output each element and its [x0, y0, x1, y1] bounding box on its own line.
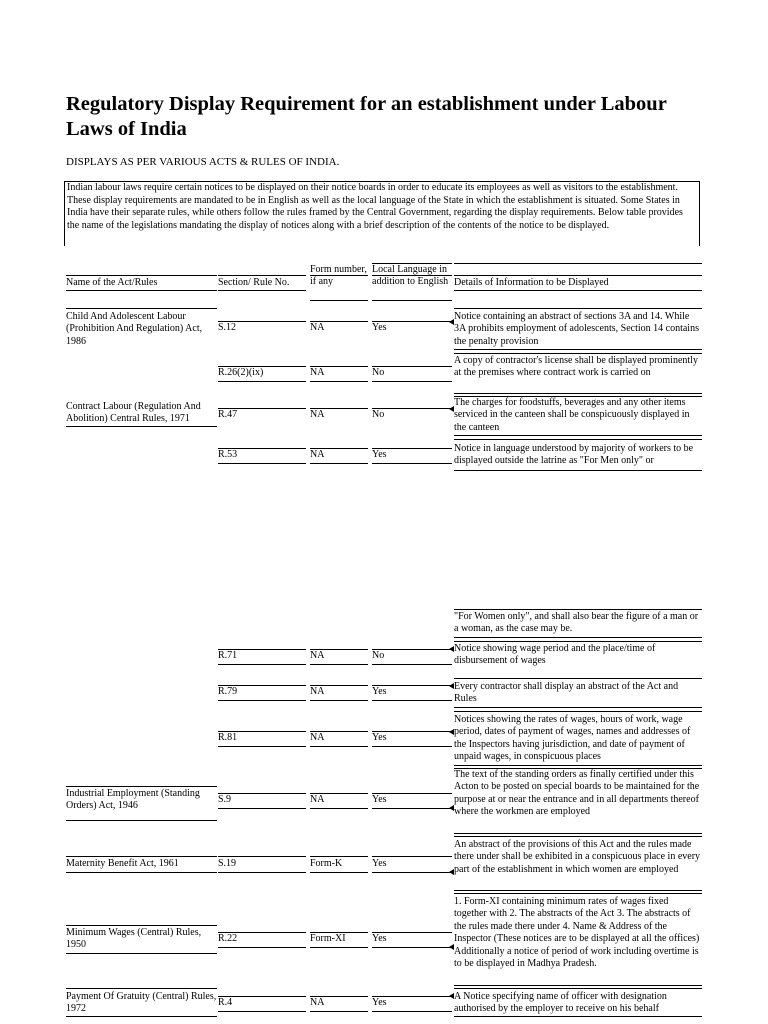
table-row-rule: [372, 856, 452, 857]
table-row-act: Child And Adolescent Labour (Prohibition And Regulation) Act, 1986: [66, 311, 203, 347]
table-row-form: NA: [310, 409, 325, 420]
table-row-rule: [372, 664, 452, 665]
table-row-details: Notice showing wage period and the place/time of disbursement of wages: [454, 643, 656, 667]
table-row-section: R.53: [218, 449, 238, 460]
page-title: Regulatory Display Requirement for an establishment under Labour Laws of India: [66, 93, 667, 140]
header-rule: [310, 275, 368, 276]
table-row-rule: [66, 925, 217, 926]
table-row-details: The charges for foodstuffs, beverages and any other items serviced in the canteen shall be conspicuously displayed in the canteen: [454, 397, 690, 433]
table-row-section: R.4: [218, 997, 233, 1008]
table-row-rule: [310, 872, 368, 873]
table-row-form: NA: [310, 650, 325, 661]
table-row-local: Yes: [372, 686, 387, 697]
header-form: Form number, if any: [310, 264, 367, 288]
table-row-rule: [454, 707, 702, 708]
table-row-details: Notices showing the rates of wages, hours of work, wage period, dates of payment of wages, names and addresses of the Inspectors having jurisdiction, and date of payment of unpaid wages, in conspicuous places: [454, 714, 691, 763]
table-row-form: NA: [310, 367, 325, 378]
table-row-rule: [454, 439, 702, 440]
table-row-local: Yes: [372, 933, 387, 944]
table-row-rule: [454, 641, 702, 642]
table-row-rule: [218, 808, 306, 809]
table-row-local: Yes: [372, 794, 387, 805]
table-row-rule: [218, 856, 306, 857]
table-row-local: No: [372, 409, 385, 420]
table-row-section: R.81: [218, 732, 238, 743]
table-row-details: "For Women only", and shall also bear the figure of a man or a woman, as the case may be.: [454, 611, 699, 635]
table-row-details: Every contractor shall display an abstract of the Act and Rules: [454, 681, 679, 705]
page-subtitle: DISPLAYS AS PER VARIOUS ACTS & RULES OF INDIA.: [66, 156, 340, 168]
intro-paragraph: Indian labour laws require certain notices to be displayed on their notice boards in order to educate its employees as well as visitors to the establishment. These display requirements are mandated to be in English as well as the local language of the State in which the establishment is situated. Some States in India have their separate rules, while others follow the rules framed by the Central Government, regarding the display requirements. Below table provides the name of the legislations mandating the display of notices along with a brief description of the contents of the notice to be displayed.: [64, 181, 700, 246]
table-row-act: Industrial Employment (Standing Orders) Act, 1946: [66, 788, 200, 812]
table-row-rule: [372, 1011, 452, 1012]
table-row-rule: [310, 463, 368, 464]
table-row-section: R.79: [218, 686, 238, 697]
table-row-rule: [372, 746, 452, 747]
table-row-rule: [310, 746, 368, 747]
table-row-rule: [310, 381, 368, 382]
table-row-details: Notice containing an abstract of sections 3A and 14. While 3A prohibits employment of adolescents, Section 14 contains the penalty provision: [454, 311, 699, 347]
row-arrow-icon: [449, 683, 454, 689]
header-bottom-rule: [372, 300, 452, 301]
table-row-rule: [454, 435, 702, 436]
table-row-rule: [454, 349, 702, 350]
table-row-rule: [454, 833, 702, 834]
header-details: Details of Information to be Displayed: [454, 277, 609, 288]
table-row-section: R.26(2)(ix): [218, 367, 264, 378]
table-row-rule: [454, 470, 702, 471]
row-arrow-icon: [449, 729, 454, 735]
row-arrow-icon: [449, 805, 454, 811]
table-row-rule: [310, 947, 368, 948]
table-row-rule: [454, 836, 702, 837]
table-row-form: NA: [310, 449, 325, 460]
table-row-rule: [454, 353, 702, 354]
table-row-rule: [454, 609, 702, 610]
header-rule: [66, 275, 217, 276]
table-row-rule: [310, 700, 368, 701]
table-row-section: S.9: [218, 794, 232, 805]
table-row-details: The text of the standing orders as finally certified under this Acton to be posted on special boards to be maintained for the purpose at or near the entrance and in all departments thereof where the workmen are employed: [454, 769, 700, 818]
table-row-rule: [66, 856, 217, 857]
table-row-local: Yes: [372, 732, 387, 743]
table-row-section: S.19: [218, 858, 237, 869]
table-row-rule: [218, 947, 306, 948]
table-row-rule: [218, 463, 306, 464]
table-row-form: Form-K: [310, 858, 343, 869]
header-local-language: Local Language in addition to English: [372, 264, 449, 288]
table-row-act: Minimum Wages (Central) Rules, 1950: [66, 927, 202, 951]
table-row-act: Contract Labour (Regulation And Abolition) Central Rules, 1971: [66, 401, 201, 425]
table-row-form: NA: [310, 732, 325, 743]
table-row-details: Notice in language understood by majority of workers to be displayed outside the latrine as "For Men only" or: [454, 443, 694, 467]
table-row-rule: [310, 856, 368, 857]
table-row-rule: [372, 947, 452, 948]
table-row-act: Maternity Benefit Act, 1961: [66, 858, 179, 869]
header-bottom-rule: [454, 290, 702, 291]
header-bottom-rule: [66, 290, 217, 291]
table-row-form: NA: [310, 322, 325, 333]
table-row-details: 1. Form-XI containing minimum rates of wages fixed together with 2. The abstracts of the Act 3. The abstracts of the rules made there under 4. Name & Address of the Inspector (These notices are to be displayed at all the offices) Additionally a notice of period of work including overtime is to be displayed in Madhya Pradesh.: [454, 896, 700, 970]
table-row-rule: [372, 808, 452, 809]
table-row-rule: [66, 308, 217, 309]
table-row-rule: [218, 746, 306, 747]
table-row-rule: [454, 765, 702, 766]
table-row-rule: [372, 700, 452, 701]
header-act: Name of the Act/Rules: [66, 277, 158, 288]
table-row-rule: [372, 872, 452, 873]
row-arrow-icon: [449, 406, 454, 412]
table-row-rule: [218, 700, 306, 701]
row-arrow-icon: [449, 944, 454, 950]
header-rule: [372, 275, 452, 276]
table-row-section: R.47: [218, 409, 238, 420]
table-row-rule: [372, 381, 452, 382]
table-row-form: NA: [310, 794, 325, 805]
header-section: Section/ Rule No.: [218, 277, 290, 288]
table-row-rule: [372, 463, 452, 464]
table-row-form: Form-XI: [310, 933, 346, 944]
table-row-rule: [66, 786, 217, 787]
table-row-rule: [310, 664, 368, 665]
row-arrow-icon: [449, 869, 454, 875]
table-row-act: Payment Of Gratuity (Central) Rules, 1972: [66, 991, 217, 1015]
table-row-rule: [454, 988, 702, 989]
table-row-rule: [454, 1016, 702, 1017]
table-row-form: NA: [310, 997, 325, 1008]
row-arrow-icon: [449, 319, 454, 325]
table-row-rule: [454, 985, 702, 986]
table-row-section: S.12: [218, 322, 237, 333]
table-row-rule: [454, 711, 702, 712]
row-arrow-icon: [449, 646, 454, 652]
table-row-rule: [218, 381, 306, 382]
table-row-section: R.22: [218, 933, 238, 944]
header-bottom-rule: [310, 300, 368, 301]
header-bottom-rule: [218, 290, 306, 291]
table-row-local: Yes: [372, 322, 387, 333]
header-top-rule: [454, 263, 702, 264]
table-row-local: Yes: [372, 858, 387, 869]
table-row-rule: [66, 872, 217, 873]
table-row-form: NA: [310, 686, 325, 697]
table-row-local: No: [372, 650, 385, 661]
header-rule: [218, 275, 306, 276]
table-row-section: R.71: [218, 650, 238, 661]
table-row-details: An abstract of the provisions of this Act and the rules made there under shall be exhibited in a conspicuous place in every part of the establishment in which women are employed: [454, 839, 701, 875]
table-row-rule: [66, 820, 217, 821]
table-row-rule: [454, 637, 702, 638]
table-row-rule: [66, 426, 217, 427]
table-row-details: A copy of contractor's license shall be displayed prominently at the premises where contract work is carried on: [454, 355, 698, 379]
table-row-rule: [454, 678, 702, 679]
table-row-rule: [218, 1011, 306, 1012]
table-row-details: A Notice specifying name of officer with designation authorised by the employer to receive on his behalf: [454, 991, 667, 1015]
table-row-rule: [454, 893, 702, 894]
table-row-local: Yes: [372, 449, 387, 460]
table-row-rule: [310, 808, 368, 809]
table-row-rule: [310, 1011, 368, 1012]
table-row-local: No: [372, 367, 385, 378]
table-row-rule: [66, 953, 217, 954]
table-row-rule: [218, 872, 306, 873]
table-row-rule: [66, 1016, 217, 1017]
header-rule: [454, 275, 702, 276]
table-row-rule: [218, 664, 306, 665]
table-row-local: Yes: [372, 997, 387, 1008]
table-row-rule: [454, 890, 702, 891]
table-row-rule: [454, 393, 702, 394]
table-row-rule: [454, 308, 702, 309]
table-row-rule: [66, 988, 217, 989]
